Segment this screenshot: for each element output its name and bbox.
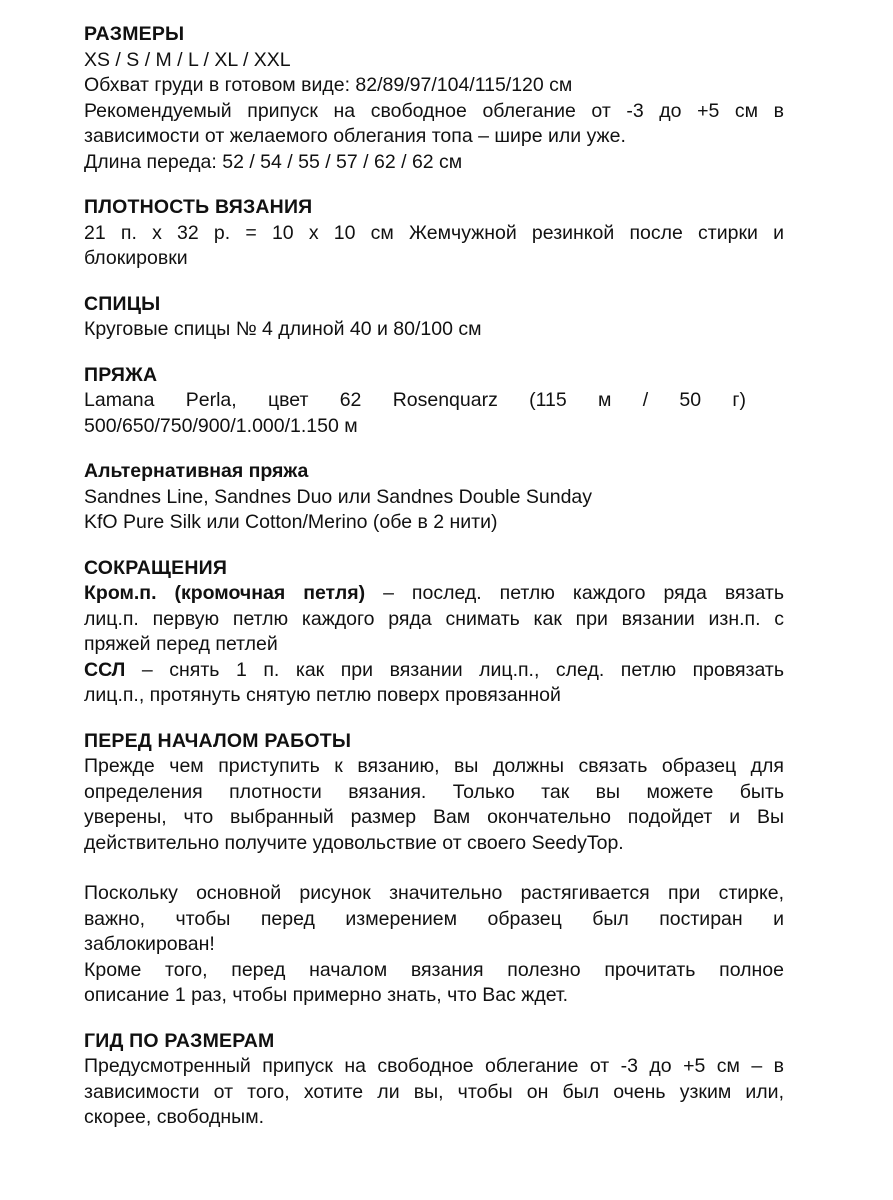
alt-yarn-line-1: Sandnes Line, Sandnes Duo или Sandnes Double Sunday — [84, 485, 593, 508]
edge-stitch-def-1: – послед. петлю каждого ряда вязать — [365, 582, 784, 604]
before-p1-line-4: действительно получите удовольствие от своего SeedyTop. — [84, 831, 624, 854]
chest-measurement: Обхват груди в готовом виде: 82/89/97/104/115/120 см — [84, 74, 573, 96]
yarn-line-2: 500/650/750/900/1.000/1.150 м — [84, 414, 358, 437]
abbreviations-section — [84, 556, 784, 709]
ssl-line-1 — [84, 658, 784, 684]
before-p3-line-1: Кроме того, перед началом вязания полезно прочитать полное — [84, 958, 784, 981]
before-p1-line-3: уверены, что выбранный размер Вам окончательно подойдет и Вы — [84, 806, 784, 828]
alt-yarn-section — [84, 459, 784, 536]
pattern-page — [84, 22, 784, 1131]
abbreviations-heading: СОКРАЩЕНИЯ — [84, 556, 228, 579]
needles-heading: СПИЦЫ — [84, 292, 161, 315]
ssl-line-2: лиц.п., протянуть снятую петлю поверх провязанной — [84, 684, 561, 706]
edge-stitch-line-2: лиц.п. первую петлю каждого ряда снимать как при вязании изн.п. с — [84, 607, 784, 630]
ssl-term: ССЛ — [84, 658, 126, 681]
size-guide-line-2: зависимости от того, хотите ли вы, чтобы он был очень узким или, — [84, 1080, 784, 1103]
edge-stitch-line-1 — [84, 581, 784, 607]
sizes-section — [84, 22, 784, 175]
ssl-def-1: – снять 1 п. как при вязании лиц.п., след. петлю провязать — [125, 658, 784, 681]
alt-yarn-line-2: KfO Pure Silk или Cotton/Merino (обе в 2 нити) — [84, 511, 498, 533]
yarn-heading: ПРЯЖА — [84, 363, 158, 386]
gauge-heading: ПЛОТНОСТЬ ВЯЗАНИЯ — [84, 196, 313, 218]
yarn-section — [84, 363, 784, 440]
gauge-line-2: блокировки — [84, 247, 188, 269]
size-guide-section — [84, 1029, 784, 1131]
needles-text: Круговые спицы № 4 длиной 40 и 80/100 см — [84, 318, 482, 340]
size-guide-line-3: скорее, свободным. — [84, 1106, 265, 1128]
before-p2-line-3: заблокирован! — [84, 933, 215, 955]
ease-line-1: Рекомендуемый припуск на свободное облегание от -3 до +5 см в — [84, 99, 784, 122]
gauge-section — [84, 195, 784, 272]
size-guide-line-1: Предусмотренный припуск на свободное облегание от -3 до +5 см – в — [84, 1055, 784, 1077]
edge-stitch-term: Кром.п. (кромочная петля) — [84, 582, 366, 604]
yarn-line-1: Lamana Perla, цвет 62 Rosenquarz (115 м / 50 г) — [84, 389, 746, 411]
before-p1-line-1: Прежде чем приступить к вязанию, вы должны связать образец для — [84, 755, 784, 777]
before-start-section — [84, 729, 784, 1009]
gauge-line-1: 21 п. х 32 р. = 10 х 10 см Жемчужной резинкой после стирки и — [84, 221, 784, 244]
needles-section — [84, 292, 784, 343]
edge-stitch-line-3: пряжей перед петлей — [84, 633, 278, 655]
alt-yarn-heading: Альтернативная пряжа — [84, 460, 309, 482]
before-p3-line-2: описание 1 раз, чтобы примерно знать, что Вас ждет. — [84, 984, 569, 1006]
before-start-heading: ПЕРЕД НАЧАЛОМ РАБОТЫ — [84, 729, 352, 752]
ease-line-2: зависимости от желаемого облегания топа – шире или уже. — [84, 125, 626, 147]
sizes-list: XS / S / M / L / XL / XXL — [84, 48, 291, 71]
front-length: Длина переда: 52 / 54 / 55 / 57 / 62 / 62 см — [84, 150, 463, 173]
before-p2-line-1: Поскольку основной рисунок значительно растягивается при стирке, — [84, 882, 784, 904]
before-p1-line-2: определения плотности вязания. Только так вы можете быть — [84, 780, 784, 803]
before-p2-line-2: важно, чтобы перед измерением образец был постиран и — [84, 907, 784, 930]
size-guide-heading: ГИД ПО РАЗМЕРАМ — [84, 1029, 275, 1052]
sizes-heading: РАЗМЕРЫ — [84, 23, 185, 45]
